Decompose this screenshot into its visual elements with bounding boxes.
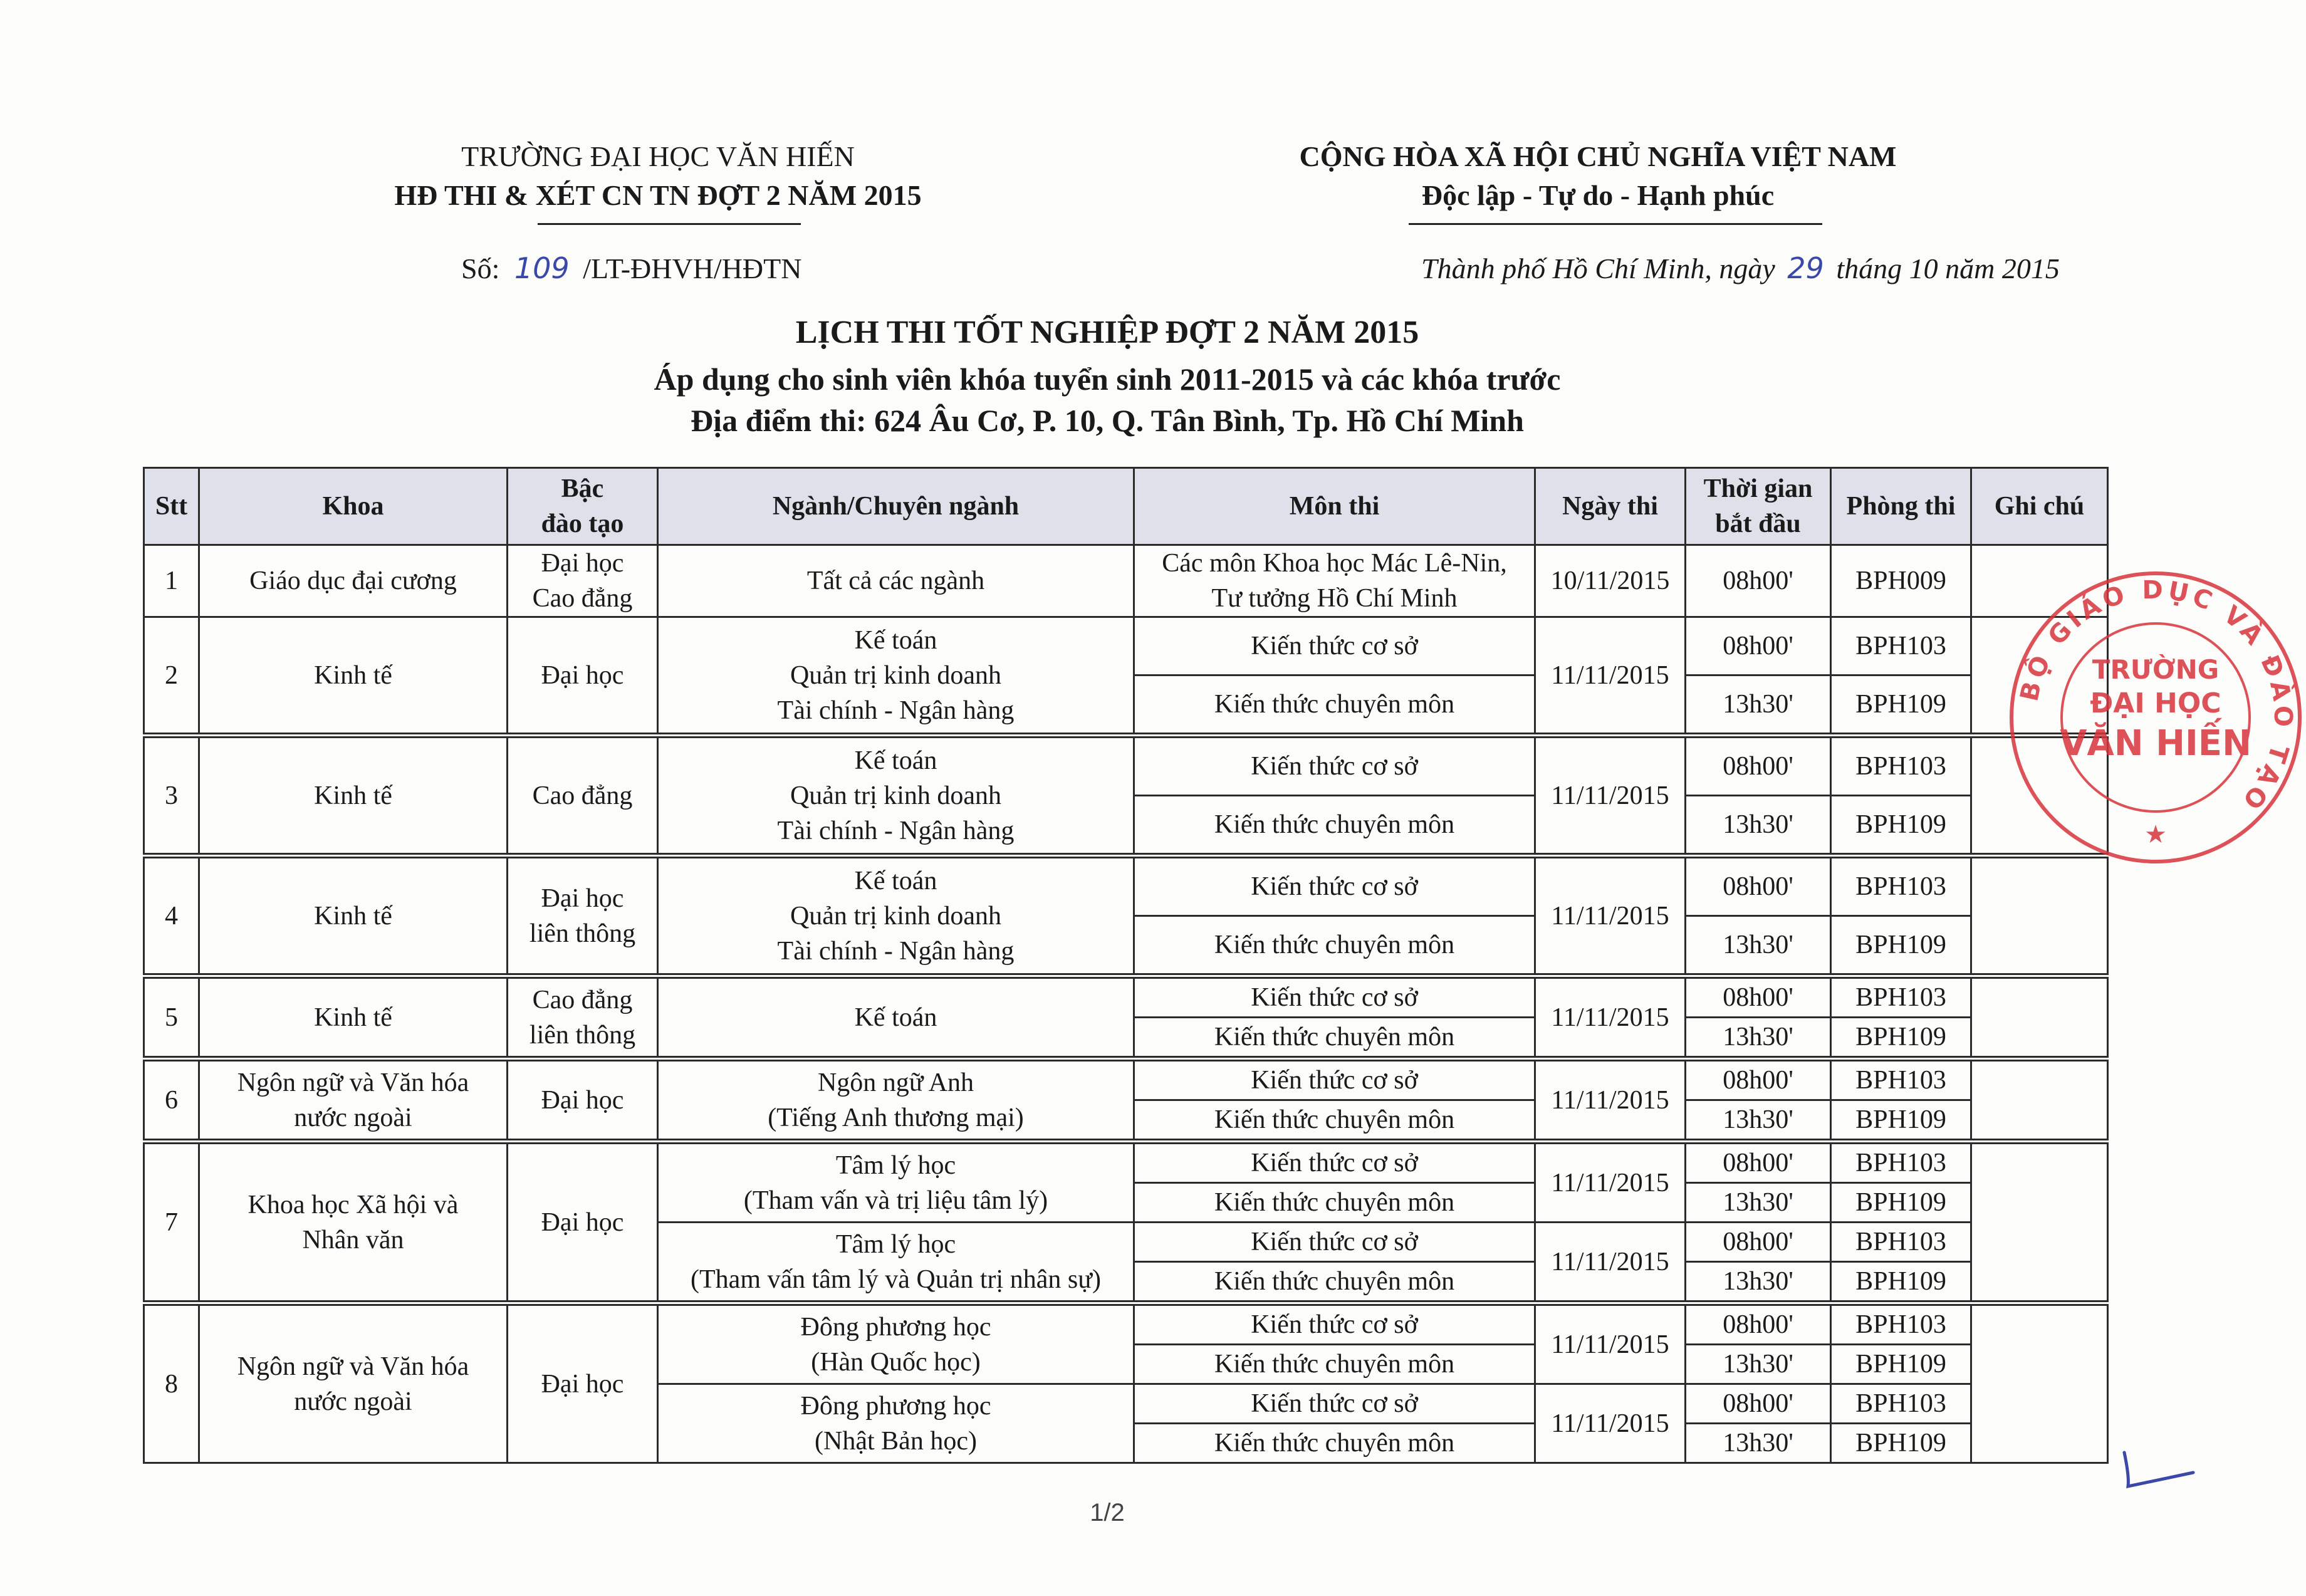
ghichu-cell: [1971, 856, 2108, 976]
nganh-line: Tài chính - Ngân hàng: [777, 816, 1015, 845]
khoa-cell: Giáo dục đại cương: [199, 545, 508, 617]
stt-cell: 8: [144, 1303, 199, 1463]
nganh-cell: [658, 856, 1134, 976]
republic-title: CỘNG HÒA XÃ HỘI CHỦ NGHĨA VIỆT NAM: [1299, 140, 1897, 172]
table-row: [144, 1303, 2108, 1345]
tg-cell: 13h30': [1686, 1183, 1831, 1223]
phong-cell: BPH103: [1831, 1223, 1971, 1262]
col-tg-line2: bắt đầu: [1715, 509, 1801, 538]
nganh-line: (Nhật Bản học): [815, 1426, 977, 1456]
stt-cell: 3: [144, 736, 199, 856]
col-nganh: Ngành/Chuyên ngành: [658, 468, 1134, 545]
mon-line: Các môn Khoa học Mác Lê-Nin,: [1162, 549, 1507, 578]
bac-line: Đại học: [541, 884, 624, 913]
nganh-line: Đông phương học: [800, 1391, 991, 1421]
nganh-cell: [658, 1142, 1134, 1223]
phong-cell: BPH103: [1831, 1059, 1971, 1100]
school-name: TRƯỜNG ĐẠI HỌC VĂN HIẾN: [461, 140, 855, 172]
tg-cell: 08h00': [1686, 976, 1831, 1018]
tg-cell: 13h30': [1686, 916, 1831, 976]
doc-prefix: Số:: [461, 253, 500, 284]
nganh-line: (Tham vấn tâm lý và Quản trị nhân sự): [691, 1265, 1101, 1294]
bac-cell: [508, 976, 658, 1059]
ghichu-cell: [1971, 1059, 2108, 1142]
khoa-line: Khoa học Xã hội và: [248, 1190, 459, 1219]
tg-cell: 08h00': [1686, 1303, 1831, 1345]
nganh-line: Tâm lý học: [835, 1229, 956, 1259]
nganh-line: Tài chính - Ngân hàng: [777, 936, 1015, 966]
date-day-handwritten: 29: [1787, 251, 1824, 285]
ngay-cell: 11/11/2015: [1535, 1303, 1686, 1384]
issue-date: [1421, 251, 2060, 286]
nganh-line: Kế toán: [854, 625, 937, 655]
page-title: LỊCH THI TỐT NGHIỆP ĐỢT 2 NĂM 2015: [795, 315, 1419, 350]
khoa-cell: [199, 1142, 508, 1303]
col-mon-thi: Môn thi: [1134, 468, 1535, 545]
table-row: [144, 856, 2108, 916]
ngay-cell: 11/11/2015: [1535, 1384, 1686, 1463]
khoa-line: nước ngoài: [294, 1387, 412, 1416]
khoa-cell: Kinh tế: [199, 976, 508, 1059]
nganh-line: Quản trị kinh doanh: [790, 660, 1002, 690]
phong-cell: BPH109: [1831, 1424, 1971, 1463]
mon-cell: Kiến thức cơ sở: [1134, 1384, 1535, 1424]
col-phong-thi: Phòng thi: [1831, 468, 1971, 545]
col-bac-line2: đào tạo: [541, 509, 624, 538]
nganh-line: Tài chính - Ngân hàng: [777, 696, 1015, 725]
stt-cell: 2: [144, 617, 199, 736]
tg-cell: 13h30': [1686, 1345, 1831, 1384]
document-number: [461, 251, 801, 286]
ngay-cell: 11/11/2015: [1535, 1059, 1686, 1142]
ngay-cell: 11/11/2015: [1535, 617, 1686, 736]
stt-cell: 1: [144, 545, 199, 617]
phong-cell: BPH103: [1831, 1384, 1971, 1424]
tg-cell: 13h30': [1686, 1018, 1831, 1059]
khoa-line: Ngôn ngữ và Văn hóa: [237, 1352, 469, 1381]
khoa-cell: Kinh tế: [199, 736, 508, 856]
khoa-cell: Kinh tế: [199, 617, 508, 736]
nganh-cell: [658, 1384, 1134, 1463]
ngay-cell: 11/11/2015: [1535, 976, 1686, 1059]
ghichu-cell: [1971, 1142, 2108, 1303]
bac-line: liên thông: [529, 919, 636, 948]
stt-cell: 5: [144, 976, 199, 1059]
phong-cell: BPH109: [1831, 675, 1971, 736]
tg-cell: 08h00': [1686, 617, 1831, 675]
col-ngay-thi: Ngày thi: [1535, 468, 1686, 545]
nganh-cell: Tất cả các ngành: [658, 545, 1134, 617]
phong-cell: BPH109: [1831, 1345, 1971, 1384]
phong-cell: BPH109: [1831, 796, 1971, 856]
nganh-line: (Tiếng Anh thương mại): [768, 1103, 1024, 1132]
table-row: [144, 617, 2108, 675]
mon-cell: Kiến thức cơ sở: [1134, 976, 1535, 1018]
stamp-line3: VĂN HIẾN: [2060, 723, 2251, 764]
nganh-cell: Kế toán: [658, 976, 1134, 1059]
col-bac-line1: Bậc: [561, 474, 604, 503]
khoa-line: Ngôn ngữ và Văn hóa: [237, 1068, 469, 1097]
phong-cell: BPH109: [1831, 1100, 1971, 1142]
exam-schedule-table: [143, 467, 2109, 1464]
mon-cell: Kiến thức cơ sở: [1134, 1059, 1535, 1100]
official-stamp: [2005, 567, 2306, 868]
bac-cell: Đại học: [508, 1142, 658, 1303]
nganh-line: Kế toán: [854, 866, 937, 895]
col-thoi-gian: [1686, 468, 1831, 545]
ngay-cell: 11/11/2015: [1535, 1223, 1686, 1303]
khoa-line: nước ngoài: [294, 1103, 412, 1132]
khoa-cell: Kinh tế: [199, 856, 508, 976]
col-ghi-chu: Ghi chú: [1971, 468, 2108, 545]
nganh-line: (Tham vấn và trị liệu tâm lý): [743, 1186, 1048, 1215]
tg-cell: 13h30': [1686, 1262, 1831, 1303]
tg-cell: 13h30': [1686, 675, 1831, 736]
table-row: [144, 1142, 2108, 1183]
tg-cell: 08h00': [1686, 1142, 1831, 1183]
mon-cell: Kiến thức cơ sở: [1134, 736, 1535, 796]
mon-cell: [1134, 545, 1535, 617]
ngay-cell: 11/11/2015: [1535, 856, 1686, 976]
stt-cell: 4: [144, 856, 199, 976]
bac-line: liên thông: [529, 1020, 636, 1050]
national-motto: Độc lập - Tự do - Hạnh phúc: [1421, 179, 1775, 211]
mon-cell: Kiến thức cơ sở: [1134, 1223, 1535, 1262]
nganh-line: (Hàn Quốc học): [811, 1347, 981, 1377]
stamp-svg: [2005, 567, 2306, 868]
stamp-ring-textpath: BỘ GIÁO DỤC VÀ ĐÀO TẠO: [2015, 575, 2298, 818]
phong-cell: BPH009: [1831, 545, 1971, 617]
stamp-line2: ĐẠI HỌC: [2090, 687, 2221, 719]
stt-cell: 6: [144, 1059, 199, 1142]
phong-cell: BPH103: [1831, 856, 1971, 916]
khoa-line: Nhân văn: [302, 1225, 404, 1254]
col-tg-line1: Thời gian: [1703, 474, 1813, 503]
mon-cell: Kiến thức chuyên môn: [1134, 1262, 1535, 1303]
table-row: [144, 976, 2108, 1018]
ghichu-cell: [1971, 976, 2108, 1059]
tg-cell: 08h00': [1686, 1059, 1831, 1100]
tg-cell: 13h30': [1686, 796, 1831, 856]
bac-cell: Đại học: [508, 617, 658, 736]
mon-cell: Kiến thức chuyên môn: [1134, 1183, 1535, 1223]
exam-location: Địa điểm thi: 624 Âu Cơ, P. 10, Q. Tân Bình, Tp. Hồ Chí Minh: [691, 403, 1524, 438]
phong-cell: BPH109: [1831, 1183, 1971, 1223]
page-subtitle: Áp dụng cho sinh viên khóa tuyển sinh 2011-2015 và các khóa trước: [654, 362, 1561, 397]
mon-cell: Kiến thức chuyên môn: [1134, 1345, 1535, 1384]
tg-cell: 08h00': [1686, 1384, 1831, 1424]
mon-cell: Kiến thức chuyên môn: [1134, 1018, 1535, 1059]
nganh-line: Ngôn ngữ Anh: [817, 1068, 974, 1097]
phong-cell: BPH109: [1831, 916, 1971, 976]
doc-number-handwritten: 109: [514, 251, 570, 285]
date-prefix: Thành phố Hồ Chí Minh, ngày: [1421, 253, 1775, 284]
bac-cell: Cao đẳng: [508, 736, 658, 856]
tg-cell: 08h00': [1686, 856, 1831, 916]
initial-mark: [2118, 1446, 2206, 1496]
nganh-line: Tâm lý học: [835, 1150, 956, 1180]
table-header-row: [144, 468, 2108, 545]
col-bac-dao-tao: [508, 468, 658, 545]
mon-cell: Kiến thức chuyên môn: [1134, 796, 1535, 856]
phong-cell: BPH103: [1831, 736, 1971, 796]
mon-cell: Kiến thức chuyên môn: [1134, 675, 1535, 736]
phong-cell: BPH103: [1831, 976, 1971, 1018]
stamp-line1: TRƯỜNG: [2092, 654, 2220, 685]
stt-cell: 7: [144, 1142, 199, 1303]
bac-cell: [508, 545, 658, 617]
stamp-star-icon: ★: [2144, 820, 2167, 849]
ngay-cell: 10/11/2015: [1535, 545, 1686, 617]
mon-cell: Kiến thức chuyên môn: [1134, 1100, 1535, 1142]
date-suffix: tháng 10 năm 2015: [1836, 253, 2060, 284]
nganh-line: Quản trị kinh doanh: [790, 901, 1002, 931]
mon-cell: Kiến thức chuyên môn: [1134, 1424, 1535, 1463]
col-khoa: Khoa: [199, 468, 508, 545]
doc-suffix: /LT-ĐHVH/HĐTN: [583, 253, 802, 284]
nganh-cell: [658, 736, 1134, 856]
nganh-line: Quản trị kinh doanh: [790, 781, 1002, 810]
bac-line: Đại học: [541, 549, 624, 578]
col-stt: Stt: [144, 468, 199, 545]
bac-line: Cao đẳng: [532, 985, 633, 1014]
motto-underline: [1409, 223, 1822, 225]
mon-line: Tư tưởng Hồ Chí Minh: [1211, 584, 1458, 613]
nganh-cell: [658, 1223, 1134, 1303]
bac-cell: [508, 856, 658, 976]
ngay-cell: 11/11/2015: [1535, 736, 1686, 856]
initial-stroke: [2124, 1453, 2193, 1486]
mon-cell: Kiến thức chuyên môn: [1134, 916, 1535, 976]
phong-cell: BPH109: [1831, 1018, 1971, 1059]
table-row: [144, 545, 2108, 617]
nganh-line: Kế toán: [854, 746, 937, 775]
nganh-cell: [658, 1303, 1134, 1384]
bac-line: Cao đẳng: [532, 584, 633, 613]
tg-cell: 13h30': [1686, 1424, 1831, 1463]
page-number: 1/2: [1090, 1499, 1125, 1526]
table-row: [144, 1059, 2108, 1100]
bac-cell: Đại học: [508, 1059, 658, 1142]
nganh-line: Đông phương học: [800, 1312, 991, 1342]
phong-cell: BPH103: [1831, 1142, 1971, 1183]
tg-cell: 08h00': [1686, 545, 1831, 617]
khoa-cell: [199, 1303, 508, 1463]
table-row: [144, 736, 2108, 796]
ghichu-cell: [1971, 1303, 2108, 1463]
tg-cell: 13h30': [1686, 1100, 1831, 1142]
mon-cell: Kiến thức cơ sở: [1134, 1142, 1535, 1183]
mon-cell: Kiến thức cơ sở: [1134, 1303, 1535, 1345]
mon-cell: Kiến thức cơ sở: [1134, 617, 1535, 675]
tg-cell: 08h00': [1686, 1223, 1831, 1262]
phong-cell: BPH109: [1831, 1262, 1971, 1303]
council-underline: [538, 223, 801, 225]
nganh-cell: [658, 1059, 1134, 1142]
nganh-cell: [658, 617, 1134, 736]
bac-cell: Đại học: [508, 1303, 658, 1463]
phong-cell: BPH103: [1831, 617, 1971, 675]
khoa-cell: [199, 1059, 508, 1142]
phong-cell: BPH103: [1831, 1303, 1971, 1345]
tg-cell: 08h00': [1686, 736, 1831, 796]
ngay-cell: 11/11/2015: [1535, 1142, 1686, 1223]
exam-council: HĐ THI & XÉT CN TN ĐỢT 2 NĂM 2015: [394, 179, 922, 211]
mon-cell: Kiến thức cơ sở: [1134, 856, 1535, 916]
